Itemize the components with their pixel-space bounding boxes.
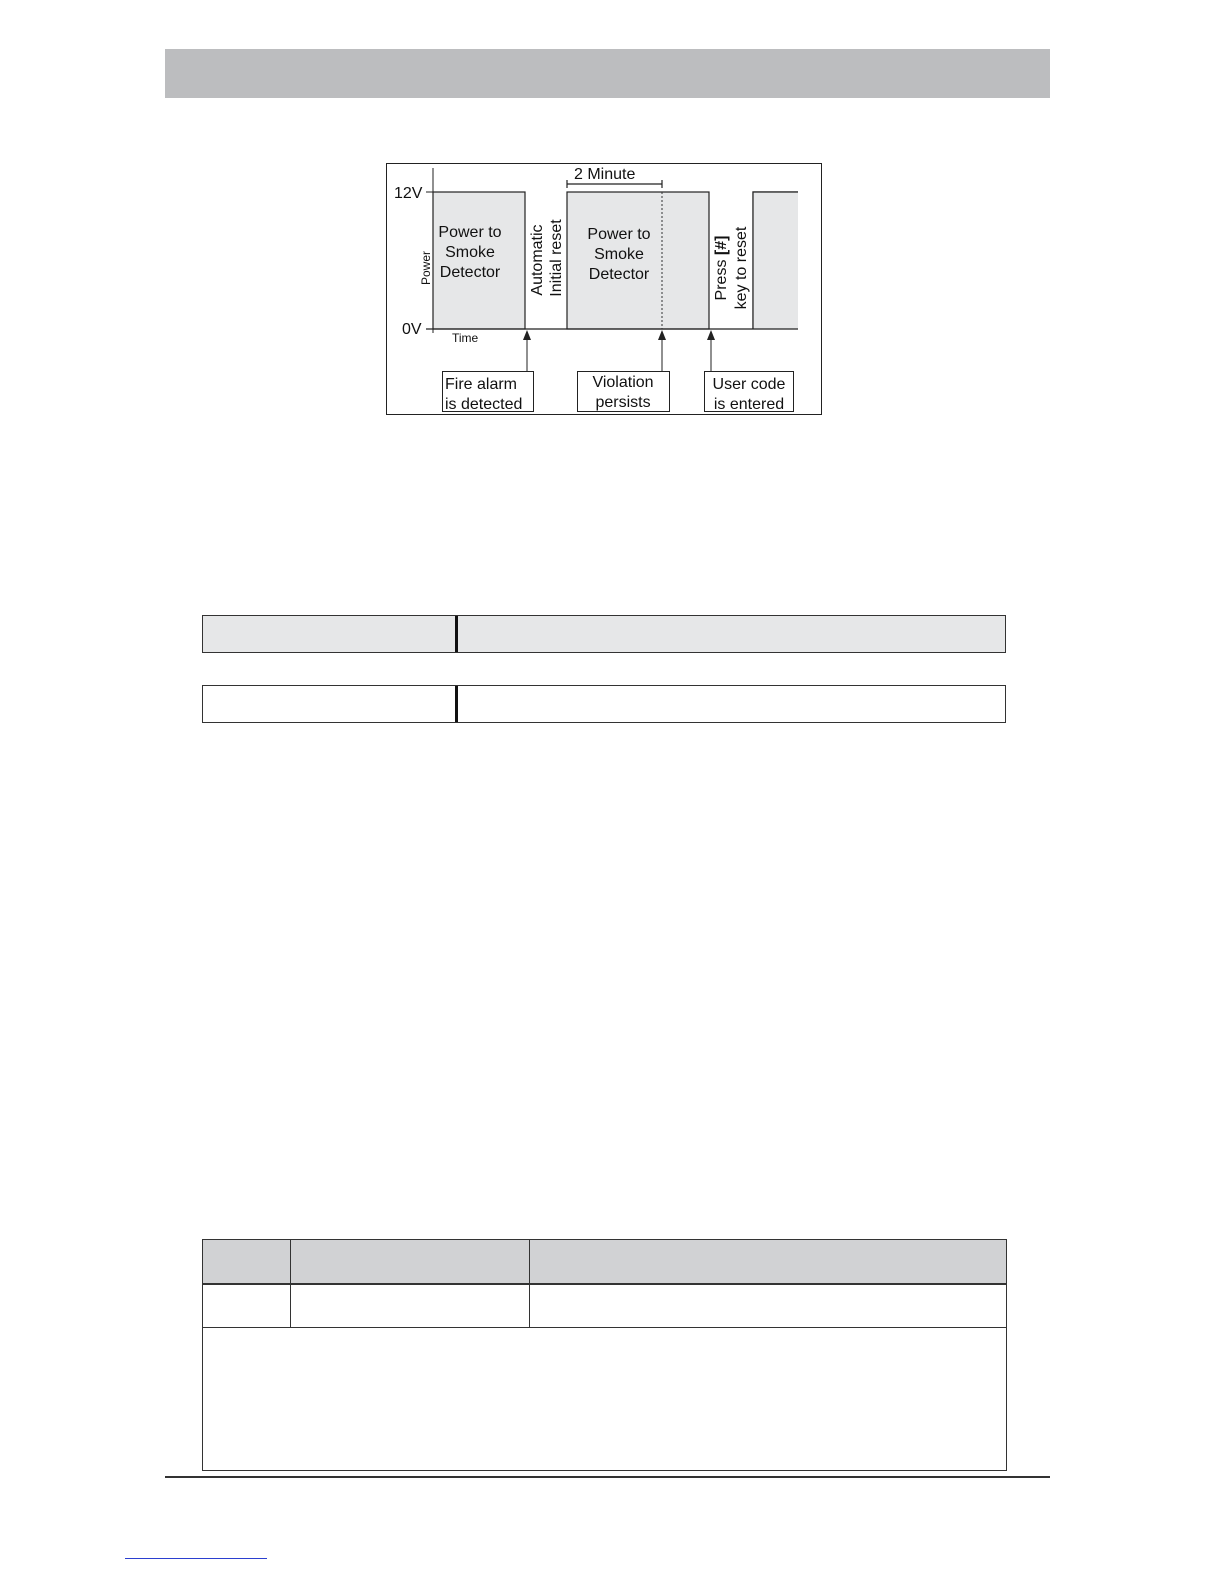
options-table-divider-2 bbox=[529, 1240, 530, 1328]
event3-line1: User code bbox=[712, 376, 786, 393]
footer-rule bbox=[165, 1476, 1050, 1478]
event1-line2: is detected bbox=[445, 396, 523, 413]
y-axis-label: Power bbox=[419, 250, 433, 285]
y-bottom-label: 0V bbox=[402, 321, 422, 338]
gap1-line1: Automatic bbox=[529, 224, 546, 296]
gap1-line2: Initial reset bbox=[548, 219, 565, 297]
options-table-divider-1 bbox=[290, 1240, 291, 1328]
event1-line1: Fire alarm bbox=[445, 376, 518, 393]
y-top-label: 12V bbox=[394, 185, 423, 202]
options-table bbox=[202, 1239, 1007, 1471]
options-table-row bbox=[203, 1285, 1006, 1328]
block2-line3: Detector bbox=[588, 266, 650, 283]
block2-line1: Power to bbox=[587, 226, 651, 243]
parameter-table-value-row bbox=[202, 685, 1006, 723]
gap2-line2: key to reset bbox=[733, 226, 750, 310]
block1-line1: Power to bbox=[438, 224, 502, 241]
parameter-table-header-row bbox=[202, 615, 1006, 653]
gap2-line1: Press [#] bbox=[713, 235, 730, 301]
parameter-table-header-cell-1 bbox=[203, 616, 458, 652]
page-header-bar bbox=[165, 49, 1050, 98]
options-table-header bbox=[203, 1240, 1006, 1285]
event2-line2: persists bbox=[595, 394, 651, 411]
event3-line2: is entered bbox=[713, 396, 785, 413]
x-axis-label: Time bbox=[452, 331, 479, 345]
power-block-3 bbox=[753, 192, 798, 329]
block1-line2: Smoke bbox=[445, 244, 495, 261]
duration-label: 2 Minute bbox=[574, 166, 636, 183]
footer-link-underline[interactable] bbox=[125, 1558, 267, 1559]
parameter-table-value-cell-1 bbox=[203, 686, 458, 722]
block1-line3: Detector bbox=[439, 264, 501, 281]
block2-line2: Smoke bbox=[594, 246, 644, 263]
event2-line1: Violation bbox=[592, 374, 654, 391]
smoke-detector-reset-diagram bbox=[386, 163, 822, 415]
